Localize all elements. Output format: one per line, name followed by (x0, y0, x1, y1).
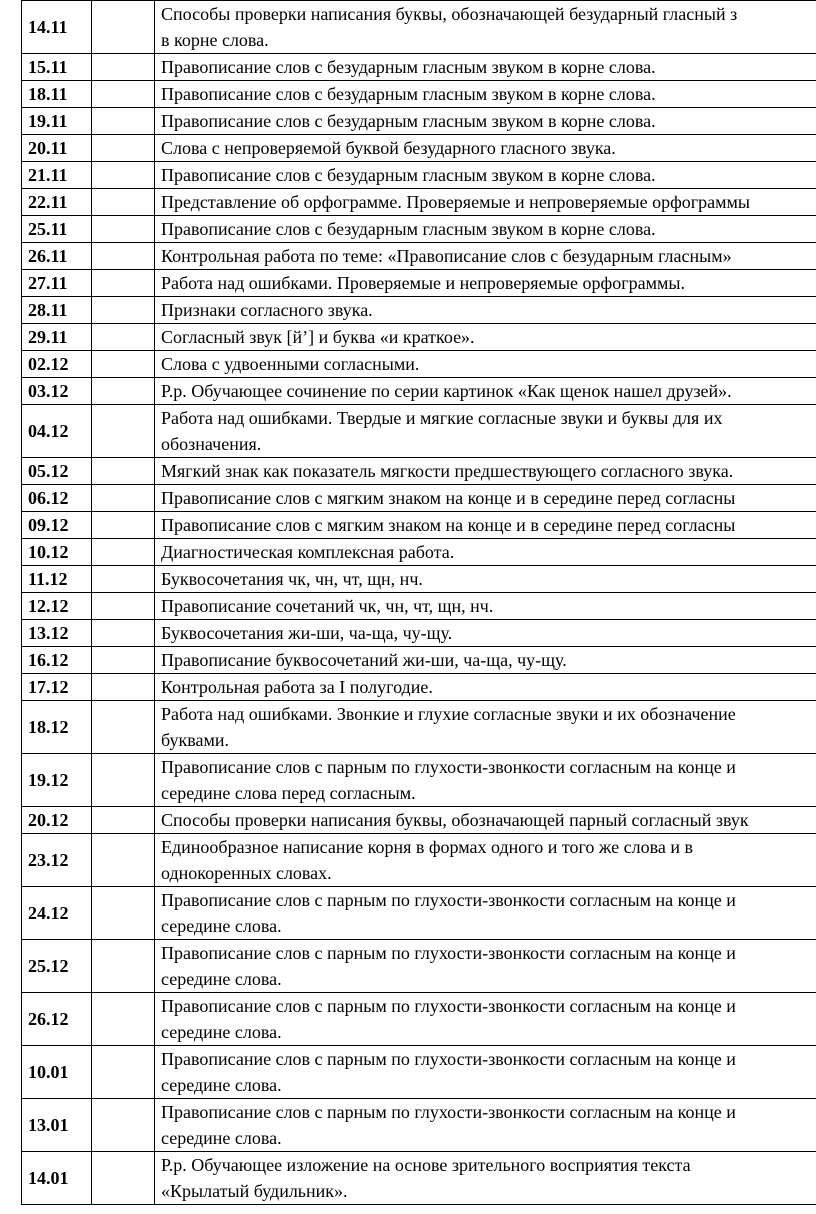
empty-cell (92, 566, 155, 593)
table-row (22, 539, 816, 566)
lesson-date: 19.12 (22, 754, 92, 807)
topic-line: Правописание слов с безударным гласным звуком в корне слова. (161, 219, 656, 239)
table-row (22, 566, 816, 593)
lesson-date: 20.11 (22, 135, 92, 162)
empty-cell (92, 593, 155, 620)
topic-line: в корне слова. (161, 30, 269, 50)
lesson-date: 05.12 (22, 458, 92, 485)
lesson-date: 27.11 (22, 270, 92, 297)
empty-cell (92, 351, 155, 378)
table-row (22, 378, 816, 405)
lesson-date: 14.01 (22, 1152, 92, 1205)
lesson-topic (155, 54, 816, 81)
topic-line: Согласный звук [й’] и буква «и краткое». (161, 327, 475, 347)
lesson-topic (155, 243, 816, 270)
topic-line: Правописание слов с безударным гласным звуком в корне слова. (161, 165, 656, 185)
topic-line: середине слова перед согласным. (161, 783, 416, 803)
table-row (22, 324, 816, 351)
table-row (22, 647, 816, 674)
topic-line: Диагностическая комплексная работа. (161, 542, 455, 562)
empty-cell (92, 108, 155, 135)
lesson-date: 11.12 (22, 566, 92, 593)
topic-line: Р.р. Обучающее изложение на основе зрительного восприятия текста (161, 1155, 691, 1175)
table-row (22, 887, 816, 940)
table-row (22, 1099, 816, 1152)
lesson-topic (155, 701, 816, 754)
lesson-date: 22.11 (22, 189, 92, 216)
lesson-date: 26.12 (22, 993, 92, 1046)
table-row (22, 108, 816, 135)
topic-line: Правописание слов с безударным гласным звуком в корне слова. (161, 84, 656, 104)
lesson-topic (155, 647, 816, 674)
lesson-topic (155, 81, 816, 108)
lesson-topic (155, 189, 816, 216)
table-row (22, 1046, 816, 1099)
topic-line: середине слова. (161, 1128, 282, 1148)
lesson-topic (155, 485, 816, 512)
lesson-date: 13.01 (22, 1099, 92, 1152)
table-row (22, 993, 816, 1046)
topic-line: однокоренных словах. (161, 863, 332, 883)
lesson-date: 16.12 (22, 647, 92, 674)
empty-cell (92, 81, 155, 108)
table-row (22, 593, 816, 620)
empty-cell (92, 807, 155, 834)
lesson-topic (155, 405, 816, 458)
lesson-topic (155, 593, 816, 620)
lesson-schedule-table (21, 0, 816, 1205)
lesson-date: 02.12 (22, 351, 92, 378)
empty-cell (92, 162, 155, 189)
empty-cell (92, 378, 155, 405)
schedule-body (22, 1, 816, 1205)
lesson-date: 24.12 (22, 887, 92, 940)
table-row (22, 620, 816, 647)
topic-line: Признаки согласного звука. (161, 300, 373, 320)
table-row (22, 351, 816, 378)
lesson-date: 26.11 (22, 243, 92, 270)
empty-cell (92, 993, 155, 1046)
topic-line: Правописание слов с мягким знаком на конце и в середине перед согласны (161, 488, 736, 508)
lesson-date: 06.12 (22, 485, 92, 512)
lesson-date: 10.01 (22, 1046, 92, 1099)
lesson-topic (155, 993, 816, 1046)
table-row (22, 1, 816, 54)
topic-line: середине слова. (161, 1022, 282, 1042)
topic-line: Слова с непроверяемой буквой безударного гласного звука. (161, 138, 616, 158)
table-row (22, 216, 816, 243)
topic-line: Правописание слов с парным по глухости-звонкости согласным на конце и (161, 890, 736, 910)
lesson-topic (155, 1152, 816, 1205)
lesson-topic (155, 1099, 816, 1152)
lesson-date: 17.12 (22, 674, 92, 701)
table-row (22, 512, 816, 539)
topic-line: середине слова. (161, 916, 282, 936)
table-row (22, 834, 816, 887)
topic-line: Правописание слов с парным по глухости-звонкости согласным на конце и (161, 1049, 736, 1069)
lesson-date: 29.11 (22, 324, 92, 351)
table-row (22, 81, 816, 108)
empty-cell (92, 54, 155, 81)
topic-line: Правописание слов с парным по глухости-звонкости согласным на конце и (161, 943, 736, 963)
topic-line: Работа над ошибками. Твердые и мягкие согласные звуки и буквы для их (161, 408, 723, 428)
empty-cell (92, 834, 155, 887)
table-row (22, 674, 816, 701)
topic-line: Правописание слов с парным по глухости-звонкости согласным на конце и (161, 996, 736, 1016)
lesson-topic (155, 539, 816, 566)
table-row (22, 458, 816, 485)
table-row (22, 940, 816, 993)
table-row (22, 297, 816, 324)
topic-line: Единообразное написание корня в формах одного и того же слова и в (161, 837, 693, 857)
lesson-date: 18.11 (22, 81, 92, 108)
topic-line: Правописание буквосочетаний жи-ши, ча-ща, чу-щу. (161, 650, 567, 670)
table-row (22, 243, 816, 270)
lesson-date: 20.12 (22, 807, 92, 834)
empty-cell (92, 539, 155, 566)
lesson-topic (155, 297, 816, 324)
empty-cell (92, 940, 155, 993)
lesson-topic (155, 162, 816, 189)
empty-cell (92, 297, 155, 324)
lesson-topic (155, 216, 816, 243)
topic-line: Буквосочетания чк, чн, чт, щн, нч. (161, 569, 423, 589)
topic-line: Способы проверки написания буквы, обозначающей парный согласный звук (161, 810, 749, 830)
empty-cell (92, 1046, 155, 1099)
topic-line: Представление об орфограмме. Проверяемые и непроверяемые орфограммы (161, 192, 750, 212)
topic-line: Правописание сочетаний чк, чн, чт, щн, нч. (161, 596, 494, 616)
lesson-topic (155, 834, 816, 887)
lesson-topic (155, 108, 816, 135)
lesson-date: 03.12 (22, 378, 92, 405)
empty-cell (92, 754, 155, 807)
empty-cell (92, 674, 155, 701)
empty-cell (92, 216, 155, 243)
lesson-topic (155, 566, 816, 593)
lesson-date: 13.12 (22, 620, 92, 647)
lesson-topic (155, 324, 816, 351)
topic-line: Работа над ошибками. Звонкие и глухие согласные звуки и их обозначение (161, 704, 736, 724)
topic-line: Р.р. Обучающее сочинение по серии картинок «Как щенок нашел друзей». (161, 381, 732, 401)
empty-cell (92, 324, 155, 351)
topic-line: Правописание слов с парным по глухости-звонкости согласным на конце и (161, 757, 736, 777)
lesson-topic (155, 887, 816, 940)
topic-line: середине слова. (161, 969, 282, 989)
lesson-topic (155, 754, 816, 807)
empty-cell (92, 243, 155, 270)
topic-line: буквами. (161, 730, 229, 750)
topic-line: обозначения. (161, 434, 262, 454)
lesson-topic (155, 351, 816, 378)
table-row (22, 162, 816, 189)
empty-cell (92, 135, 155, 162)
lesson-date: 18.12 (22, 701, 92, 754)
topic-line: Работа над ошибками. Проверяемые и непроверяемые орфограммы. (161, 273, 685, 293)
lesson-date: 25.12 (22, 940, 92, 993)
topic-line: Буквосочетания жи-ши, ча-ща, чу-щу. (161, 623, 453, 643)
empty-cell (92, 701, 155, 754)
table-row (22, 485, 816, 512)
topic-line: Контрольная работа по теме: «Правописание слов с безударным гласным» (161, 246, 732, 266)
lesson-date: 28.11 (22, 297, 92, 324)
topic-line: Правописание слов с безударным гласным звуком в корне слова. (161, 111, 656, 131)
empty-cell (92, 887, 155, 940)
empty-cell (92, 458, 155, 485)
topic-line: Правописание слов с мягким знаком на конце и в середине перед согласны (161, 515, 736, 535)
lesson-topic (155, 620, 816, 647)
empty-cell (92, 620, 155, 647)
lesson-date: 09.12 (22, 512, 92, 539)
empty-cell (92, 1099, 155, 1152)
table-row (22, 54, 816, 81)
table-row (22, 807, 816, 834)
empty-cell (92, 647, 155, 674)
topic-line: Правописание слов с безударным гласным звуком в корне слова. (161, 57, 656, 77)
lesson-topic (155, 512, 816, 539)
lesson-topic (155, 674, 816, 701)
lesson-date: 21.11 (22, 162, 92, 189)
topic-line: Слова с удвоенными согласными. (161, 354, 420, 374)
table-row (22, 189, 816, 216)
lesson-topic (155, 270, 816, 297)
lesson-topic (155, 378, 816, 405)
topic-line: Мягкий знак как показатель мягкости предшествующего согласного звука. (161, 461, 734, 481)
lesson-date: 04.12 (22, 405, 92, 458)
lesson-date: 19.11 (22, 108, 92, 135)
table-row (22, 270, 816, 297)
lesson-date: 23.12 (22, 834, 92, 887)
lesson-topic (155, 1046, 816, 1099)
topic-line: Контрольная работа за I полугодие. (161, 677, 433, 697)
lesson-date: 25.11 (22, 216, 92, 243)
lesson-date: 15.11 (22, 54, 92, 81)
lesson-date: 12.12 (22, 593, 92, 620)
lesson-topic (155, 1, 816, 54)
empty-cell (92, 189, 155, 216)
empty-cell (92, 405, 155, 458)
empty-cell (92, 1, 155, 54)
empty-cell (92, 512, 155, 539)
table-row (22, 701, 816, 754)
lesson-topic (155, 458, 816, 485)
empty-cell (92, 270, 155, 297)
lesson-topic (155, 807, 816, 834)
topic-line: Правописание слов с парным по глухости-звонкости согласным на конце и (161, 1102, 736, 1122)
table-row (22, 135, 816, 162)
lesson-topic (155, 940, 816, 993)
table-row (22, 754, 816, 807)
topic-line: «Крылатый будильник». (161, 1181, 348, 1201)
table-row (22, 1152, 816, 1205)
lesson-date: 10.12 (22, 539, 92, 566)
lesson-date: 14.11 (22, 1, 92, 54)
empty-cell (92, 1152, 155, 1205)
table-row (22, 405, 816, 458)
empty-cell (92, 485, 155, 512)
lesson-topic (155, 135, 816, 162)
topic-line: Способы проверки написания буквы, обозначающей безударный гласный з (161, 4, 738, 24)
topic-line: середине слова. (161, 1075, 282, 1095)
